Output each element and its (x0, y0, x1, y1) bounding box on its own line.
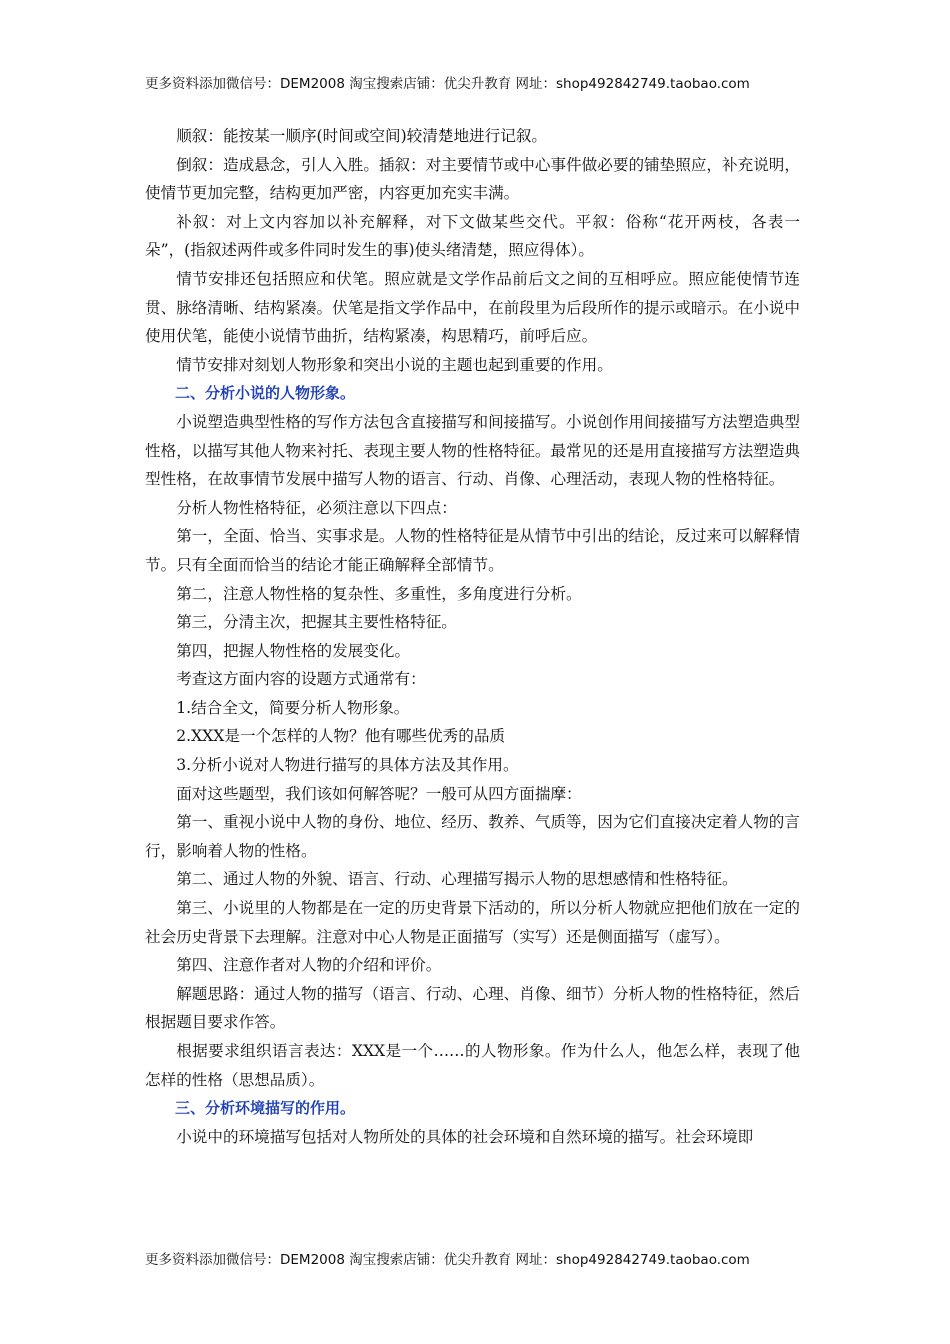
paragraph: 小说中的环境描写包括对人物所处的具体的社会环境和自然环境的描写。社会环境即 (176, 1127, 754, 1146)
paragraph: 补叙：对上文内容加以补充解释，对下文做某些交代。平叙：俗称“花开两枝，各表一朵”，(指叙述两件或多件同时发生的事)使头绪清楚，照应得体）。 (145, 212, 800, 260)
list-item: 3.分析小说对人物进行描写的具体方法及其作用。 (176, 756, 519, 775)
list-item: 1.结合全文，简要分析人物形象。 (176, 698, 410, 717)
paragraph: 第一、重视小说中人物的身份、地位、经历、教养、气质等，因为它们直接决定着人物的言行，影响着人物的性格。 (145, 813, 800, 860)
page-header: 更多资料添加微信号：DEM2008 淘宝搜索店铺：优尖升教育 网址：shop492842749.taobao.com (145, 76, 750, 92)
paragraph: 第二、通过人物的外貌、语言、行动、心理描写揭示人物的思想感情和性格特征。 (176, 870, 738, 889)
page-footer: 更多资料添加微信号：DEM2008 淘宝搜索店铺：优尖升教育 网址：shop492842749.taobao.com (145, 1252, 750, 1268)
paragraph: 分析人物性格特征，必须注意以下四点： (176, 498, 457, 517)
section-heading-environment: 三、分析环境描写的作用。 (175, 1099, 356, 1118)
paragraph: 面对这些题型，我们该如何解答呢？一般可从四方面揣摩： (176, 784, 582, 803)
document-body (145, 122, 800, 1151)
paragraph: 情节安排对刻划人物形象和突出小说的主题也起到重要的作用。 (176, 355, 613, 374)
paragraph: 小说塑造典型性格的写作方法包含直接描写和间接描写。小说创作用间接描写方法塑造典型性格，以描写其他人物来衬托、表现主要人物的性格特征。最常见的还是用直接描写方法塑造典型性格，在故事情节发展中描写人物的语言、行动、肖像、心理活动，表现人物的性格特征。 (145, 412, 800, 489)
paragraph: 考查这方面内容的设题方式通常有： (176, 670, 426, 689)
paragraph: 解题思路：通过人物的描写（语言、行动、心理、肖像、细节）分析人物的性格特征，然后根据题目要求作答。 (145, 984, 800, 1032)
paragraph: 第一，全面、恰当、实事求是。人物的性格特征是从情节中引出的结论，反过来可以解释情节。只有全面而恰当的结论才能正确解释全部情节。 (145, 527, 800, 574)
paragraph: 第二，注意人物性格的复杂性、多重性，多角度进行分析。 (176, 584, 582, 603)
paragraph: 第三，分清主次，把握其主要性格特征。 (176, 613, 457, 632)
paragraph: 第四、注意作者对人物的介绍和评价。 (176, 956, 442, 975)
section-heading-characters: 二、分析小说的人物形象。 (175, 384, 356, 403)
paragraph: 倒叙：造成悬念，引人入胜。插叙：对主要情节或中心事件做必要的铺垫照应，补充说明，使情节更加完整，结构更加严密，内容更加充实丰满。 (145, 155, 800, 203)
paragraph: 根据要求组织语言表达：XXX是一个……的人物形象。作为什么人，他怎么样，表现了他怎样的性格（思想品质）。 (145, 1042, 800, 1089)
paragraph: 情节安排还包括照应和伏笔。照应就是文学作品前后文之间的互相呼应。照应能使情节连贯、脉络清晰、结构紧凑。伏笔是指文学作品中，在前段里为后段所作的提示或暗示。在小说中使用伏笔，能使小说情节曲折，结构紧凑，构思精巧，前呼后应。 (145, 269, 800, 346)
list-item: 2.XXX是一个怎样的人物？他有哪些优秀的品质 (176, 727, 506, 746)
paragraph: 第四，把握人物性格的发展变化。 (176, 641, 411, 660)
paragraph: 第三、小说里的人物都是在一定的历史背景下活动的，所以分析人物就应把他们放在一定的社会历史背景下去理解。注意对中心人物是正面描写（实写）还是侧面描写（虚写）。 (145, 899, 800, 946)
paragraph: 顺叙：能按某一顺序(时间或空间)较清楚地进行记叙。 (176, 127, 548, 145)
